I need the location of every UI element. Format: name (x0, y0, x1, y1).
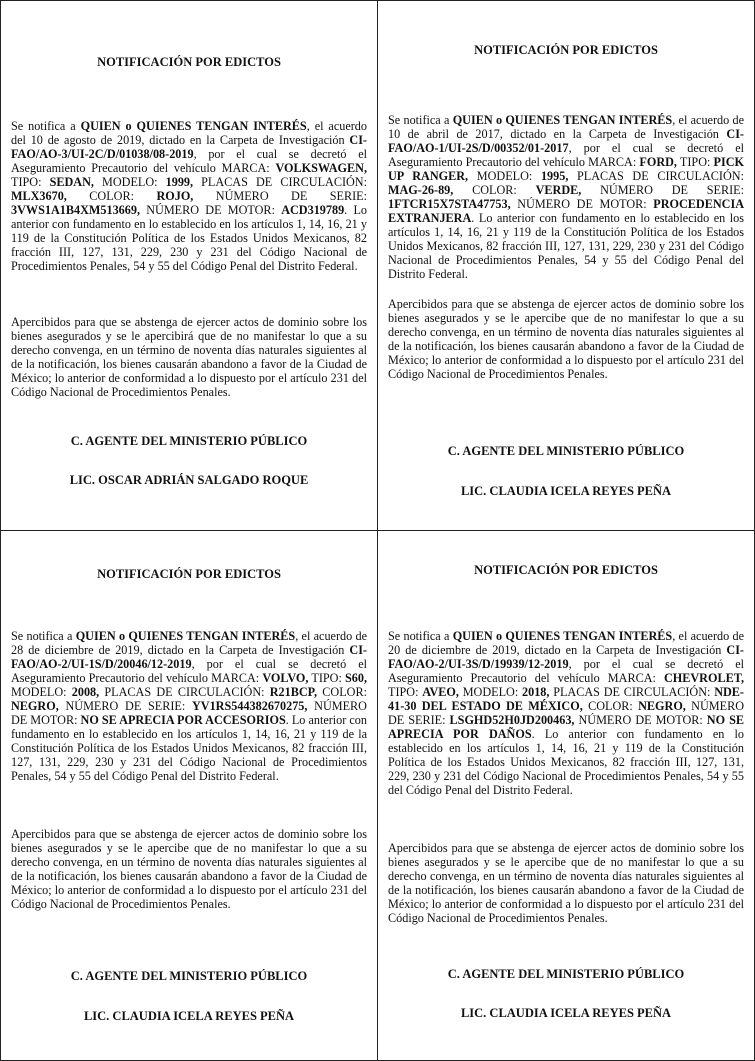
notice-body: Se notifica a QUIEN o QUIENES TENGAN INTERÉS, el acuerdo de 10 de abril de 2017, dictado en la Carpeta de Investigación CI-FAO/AO-1/UI-2S/D/00352/01-2017, por el cual se decretó el Aseguramiento Precautorio del vehículo MARCA: FORD, TIPO: PICK UP RANGER, MODELO: 1995, PLACAS DE CIRCULACIÓN: MAG-26-89, COLOR: VERDE, NÚMERO DE SERIE: 1FTCR15X7STA47753, NÚMERO DE MOTOR: PROCEDENCIA EXTRANJERA. Lo anterior con fundamento en lo establecido en los artículos 1, 14, 16, 21 y 119 de la Constitución Política de los Estados Unidos Mexicanos, 82 fracción III, 127, 131, 229, 230 y 231 del Código Nacional de Procedimientos Penales, 54 y 55 del Código Penal del Distrito Federal. (388, 113, 745, 281)
notice-3 (1, 531, 378, 1060)
agent-title: C. AGENTE DEL MINISTERIO PÚBLICO (70, 434, 308, 448)
notice-warning: Apercibidos para que se abstenga de ejercer actos de dominio sobre los bienes asegurados y se le apercibe que de no manifestar lo que a su derecho convenga, en un término de noventa días naturales siguientes al de la notificación, los bienes causarán abandono a favor de la Ciudad de México; lo anterior de conformidad a lo dispuesto por el artículo 231 del Código Nacional de Procedimientos Penales. (11, 827, 367, 911)
agent-name: LIC. CLAUDIA ICELA REYES PEÑA (83, 1009, 295, 1023)
notice-warning: Apercibidos para que se abstenga de ejercer actos de dominio sobre los bienes asegurados y se le apercibe que de no manifestar lo que a su derecho convenga, en un término de noventa días naturales siguientes al de la notificación, los bienes causarán abandono a favor de la Ciudad de México; lo anterior de conformidad a lo dispuesto por el artículo 231 del Código Nacional de Procedimientos Penales. (388, 841, 744, 925)
notice-title: NOTIFICACIÓN POR EDICTOS (97, 55, 281, 69)
agent-title: C. AGENTE DEL MINISTERIO PÚBLICO (70, 969, 308, 983)
notice-1 (1, 1, 378, 531)
notice-warning: Apercibidos para que se abstenga de ejercer actos de dominio sobre los bienes asegurados y se le apercibirá que de no manifestar lo que a su derecho convenga, en un término de noventa días naturales siguientes al de la notificación, los bienes causarán abandono a favor de la Ciudad de México; lo anterior de conformidad a lo dispuesto por el artículo 231 del Código Nacional de Procedimientos Penales. (11, 315, 367, 399)
notice-title: NOTIFICACIÓN POR EDICTOS (97, 567, 281, 581)
agent-name: LIC. CLAUDIA ICELA REYES PEÑA (460, 484, 672, 498)
agent-name: LIC. CLAUDIA ICELA REYES PEÑA (460, 1006, 672, 1020)
agent-title: C. AGENTE DEL MINISTERIO PÚBLICO (447, 967, 685, 981)
agent-title: C. AGENTE DEL MINISTERIO PÚBLICO (447, 444, 685, 458)
notice-title: NOTIFICACIÓN POR EDICTOS (474, 43, 658, 57)
notice-2 (378, 1, 754, 531)
notice-4 (378, 531, 754, 1060)
notice-title: NOTIFICACIÓN POR EDICTOS (474, 563, 658, 577)
notice-body: Se notifica a QUIEN o QUIENES TENGAN INTERÉS, el acuerdo de 20 de diciembre de 2019, dictado en la Carpeta de Investigación CI-FAO/AO-2/UI-3S/D/19939/12-2019, por el cual se decretó el Aseguramiento Precautorio del vehículo MARCA: CHEVROLET, TIPO: AVEO, MODELO: 2018, PLACAS DE CIRCULACIÓN: NDE-41-30 DEL ESTADO DE MÉXICO, COLOR: NEGRO, NÚMERO DE SERIE: LSGHD52H0JD200463, NÚMERO DE MOTOR: NO SE APRECIA POR DAÑOS. Lo anterior con fundamento en lo establecido en los artículos 1, 14, 16, 21 y 119 de la Constitución Política de los Estados Unidos Mexicanos, 82 fracción III, 127, 131, 229, 230 y 231 del Código Nacional de Procedimientos Penales, 54 y 55 del Código Penal del Distrito Federal. (388, 629, 745, 797)
notice-body: Se notifica a QUIEN o QUIENES TENGAN INTERÉS, el acuerdo de 28 de diciembre de 2019, dictado en la Carpeta de Investigación CI-FAO/AO-2/UI-1S/D/20046/12-2019, por el cual se decretó el Aseguramiento Precautorio del vehículo MARCA: VOLVO, TIPO: S60, MODELO: 2008, PLACAS DE CIRCULACIÓN: R21BCP, COLOR: NEGRO, NÚMERO DE SERIE: YV1RS544382670275, NÚMERO DE MOTOR: NO SE APRECIA POR ACCESORIOS. Lo anterior con fundamento en lo establecido en los artículos 1, 14, 16, 21 y 119 de la Constitución Política de los Estados Unidos Mexicanos, 82 fracción III, 127, 131, 229, 230 y 231 del Código Nacional de Procedimientos Penales, 54 y 55 del Código Penal del Distrito Federal. (11, 629, 368, 783)
notice-warning: Apercibidos para que se abstenga de ejercer actos de dominio sobre los bienes asegurados y se le apercibe que de no manifestar lo que a su derecho convenga, en un término de noventa días naturales siguientes al de la notificación, los bienes causarán abandono a favor de la Ciudad de México; lo anterior de conformidad a lo dispuesto por el artículo 231 del Código Nacional de Procedimientos Penales. (388, 297, 744, 381)
notice-body: Se notifica a QUIEN o QUIENES TENGAN INTERÉS, el acuerdo del 10 de agosto de 2019, dictado en la Carpeta de Investigación CI-FAO/AO-3/UI-2C/D/01038/08-2019, por el cual se decretó el Aseguramiento Precautorio del vehículo MARCA: VOLKSWAGEN, TIPO: SEDAN, MODELO: 1999, PLACAS DE CIRCULACIÓN: MLX3670, COLOR: ROJO, NÚMERO DE SERIE: 3VWS1A1B4XM513669, NÚMERO DE MOTOR: ACD319789. Lo anterior con fundamento en lo establecido en los artículos 1, 14, 16, 21 y 119 de la Constitución Política de los Estados Unidos Mexicanos, 82 fracción III, 127, 131, 229, 230 y 231 del Código Nacional de Procedimientos Penales, 54 y 55 del Código Penal del Distrito Federal. (11, 119, 367, 273)
agent-name: LIC. OSCAR ADRIÁN SALGADO ROQUE (69, 473, 309, 487)
